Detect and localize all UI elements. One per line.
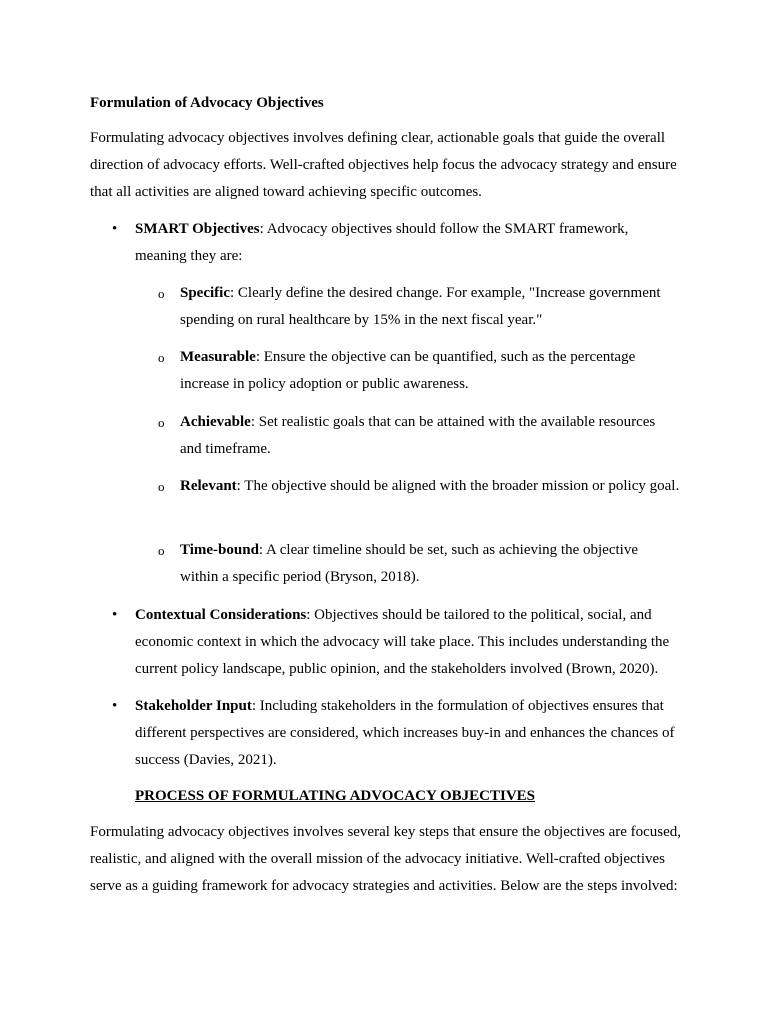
list-item-text xyxy=(135,216,683,270)
sub-list-item-term: Specific xyxy=(180,285,230,301)
bullet-icon: • xyxy=(112,698,118,714)
page-title: Formulation of Advocacy Objectives xyxy=(90,95,324,111)
sub-list-item-term: Achievable xyxy=(180,414,251,430)
sub-list-item-term: Relevant xyxy=(180,478,237,494)
sub-list-item-text xyxy=(180,280,680,334)
circle-bullet-icon: o xyxy=(158,286,165,301)
list-item-text xyxy=(135,602,683,683)
bullet-icon: • xyxy=(112,607,118,623)
list-item-term: Stakeholder Input xyxy=(135,698,252,714)
sub-list-item-description: : Clearly define the desired change. For example, "Increase government spending on rural healthcare by 15% in the next fiscal year." xyxy=(180,285,661,328)
sub-list-item-text xyxy=(180,344,680,398)
section-heading: PROCESS OF FORMULATING ADVOCACY OBJECTIVES xyxy=(135,788,536,804)
list-item-term: SMART Objectives xyxy=(135,221,260,237)
list-item-description: : Including stakeholders in the formulation of objectives ensures that different perspectives are considered, which increases buy-in and enhances the chances of success (Davies, 2021). xyxy=(135,698,675,768)
circle-bullet-icon: o xyxy=(158,543,165,558)
sub-list-item-description: : The objective should be aligned with the broader mission or policy goal. xyxy=(236,478,680,494)
circle-bullet-icon: o xyxy=(158,350,165,365)
sub-list-item-text xyxy=(180,473,680,500)
list-item-term: Contextual Considerations xyxy=(135,607,307,623)
list-item-description: : Advocacy objectives should follow the SMART framework, meaning they are: xyxy=(135,221,629,264)
list-item-text xyxy=(135,693,683,774)
bullet-icon: • xyxy=(112,221,118,237)
sub-list-item-text xyxy=(180,409,680,463)
sub-list-item-description: : Ensure the objective can be quantified, such as the percentage increase in policy adoption or public awareness. xyxy=(180,349,636,392)
list-item-description: : Objectives should be tailored to the political, social, and economic context in which the advocacy will take place. This includes understanding the current policy landscape, public opinion, and the stakeholders involved (Brown, 2020). xyxy=(135,607,670,677)
intro-paragraph: Formulating advocacy objectives involves defining clear, actionable goals that guide the overall direction of advocacy efforts. Well-crafted objectives help focus the advocacy strategy and ensure that all activities are aligned toward achieving specific outcomes. xyxy=(90,130,677,200)
sub-list-item-text xyxy=(180,537,680,591)
circle-bullet-icon: o xyxy=(158,479,165,494)
closing-paragraph: Formulating advocacy objectives involves several key steps that ensure the objectives are focused, realistic, and aligned with the overall mission of the advocacy initiative. Well-crafted objectives serve as a guiding framework for advocacy strategies and activities. Below are the steps involved: xyxy=(90,824,682,894)
sub-list-item-term: Time-bound xyxy=(180,542,259,558)
sub-list-item-description: : Set realistic goals that can be attained with the available resources and timeframe. xyxy=(180,414,656,457)
circle-bullet-icon: o xyxy=(158,415,165,430)
sub-list-item-description: : A clear timeline should be set, such as achieving the objective within a specific period (Bryson, 2018). xyxy=(180,542,638,585)
sub-list-item-term: Measurable xyxy=(180,349,256,365)
